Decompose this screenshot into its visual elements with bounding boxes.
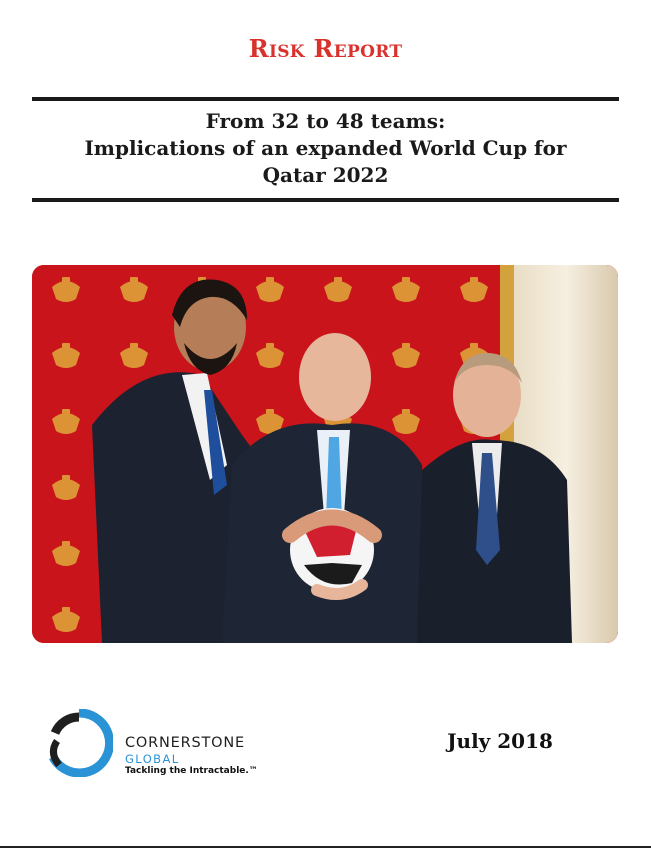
cover-photo — [32, 265, 618, 643]
report-title-line-2: Implications of an expanded World Cup for — [84, 136, 567, 160]
report-label: Risk Report — [248, 34, 403, 63]
logo-subname: GLOBAL — [125, 752, 180, 766]
report-title-line-3: Qatar 2022 — [262, 163, 389, 187]
logo-name: CORNERSTONE — [125, 735, 245, 751]
cornerstone-swirl-icon — [45, 709, 113, 777]
logo-tagline: Tackling the Intractable.™ — [125, 766, 258, 776]
report-title — [32, 108, 619, 189]
title-top-rule — [32, 97, 619, 101]
title-bottom-rule — [32, 198, 619, 202]
report-date: July 2018 — [447, 729, 553, 753]
page-bottom-rule — [0, 846, 651, 848]
report-title-line-1: From 32 to 48 teams: — [205, 109, 446, 133]
cornerstone-logo — [45, 705, 285, 785]
